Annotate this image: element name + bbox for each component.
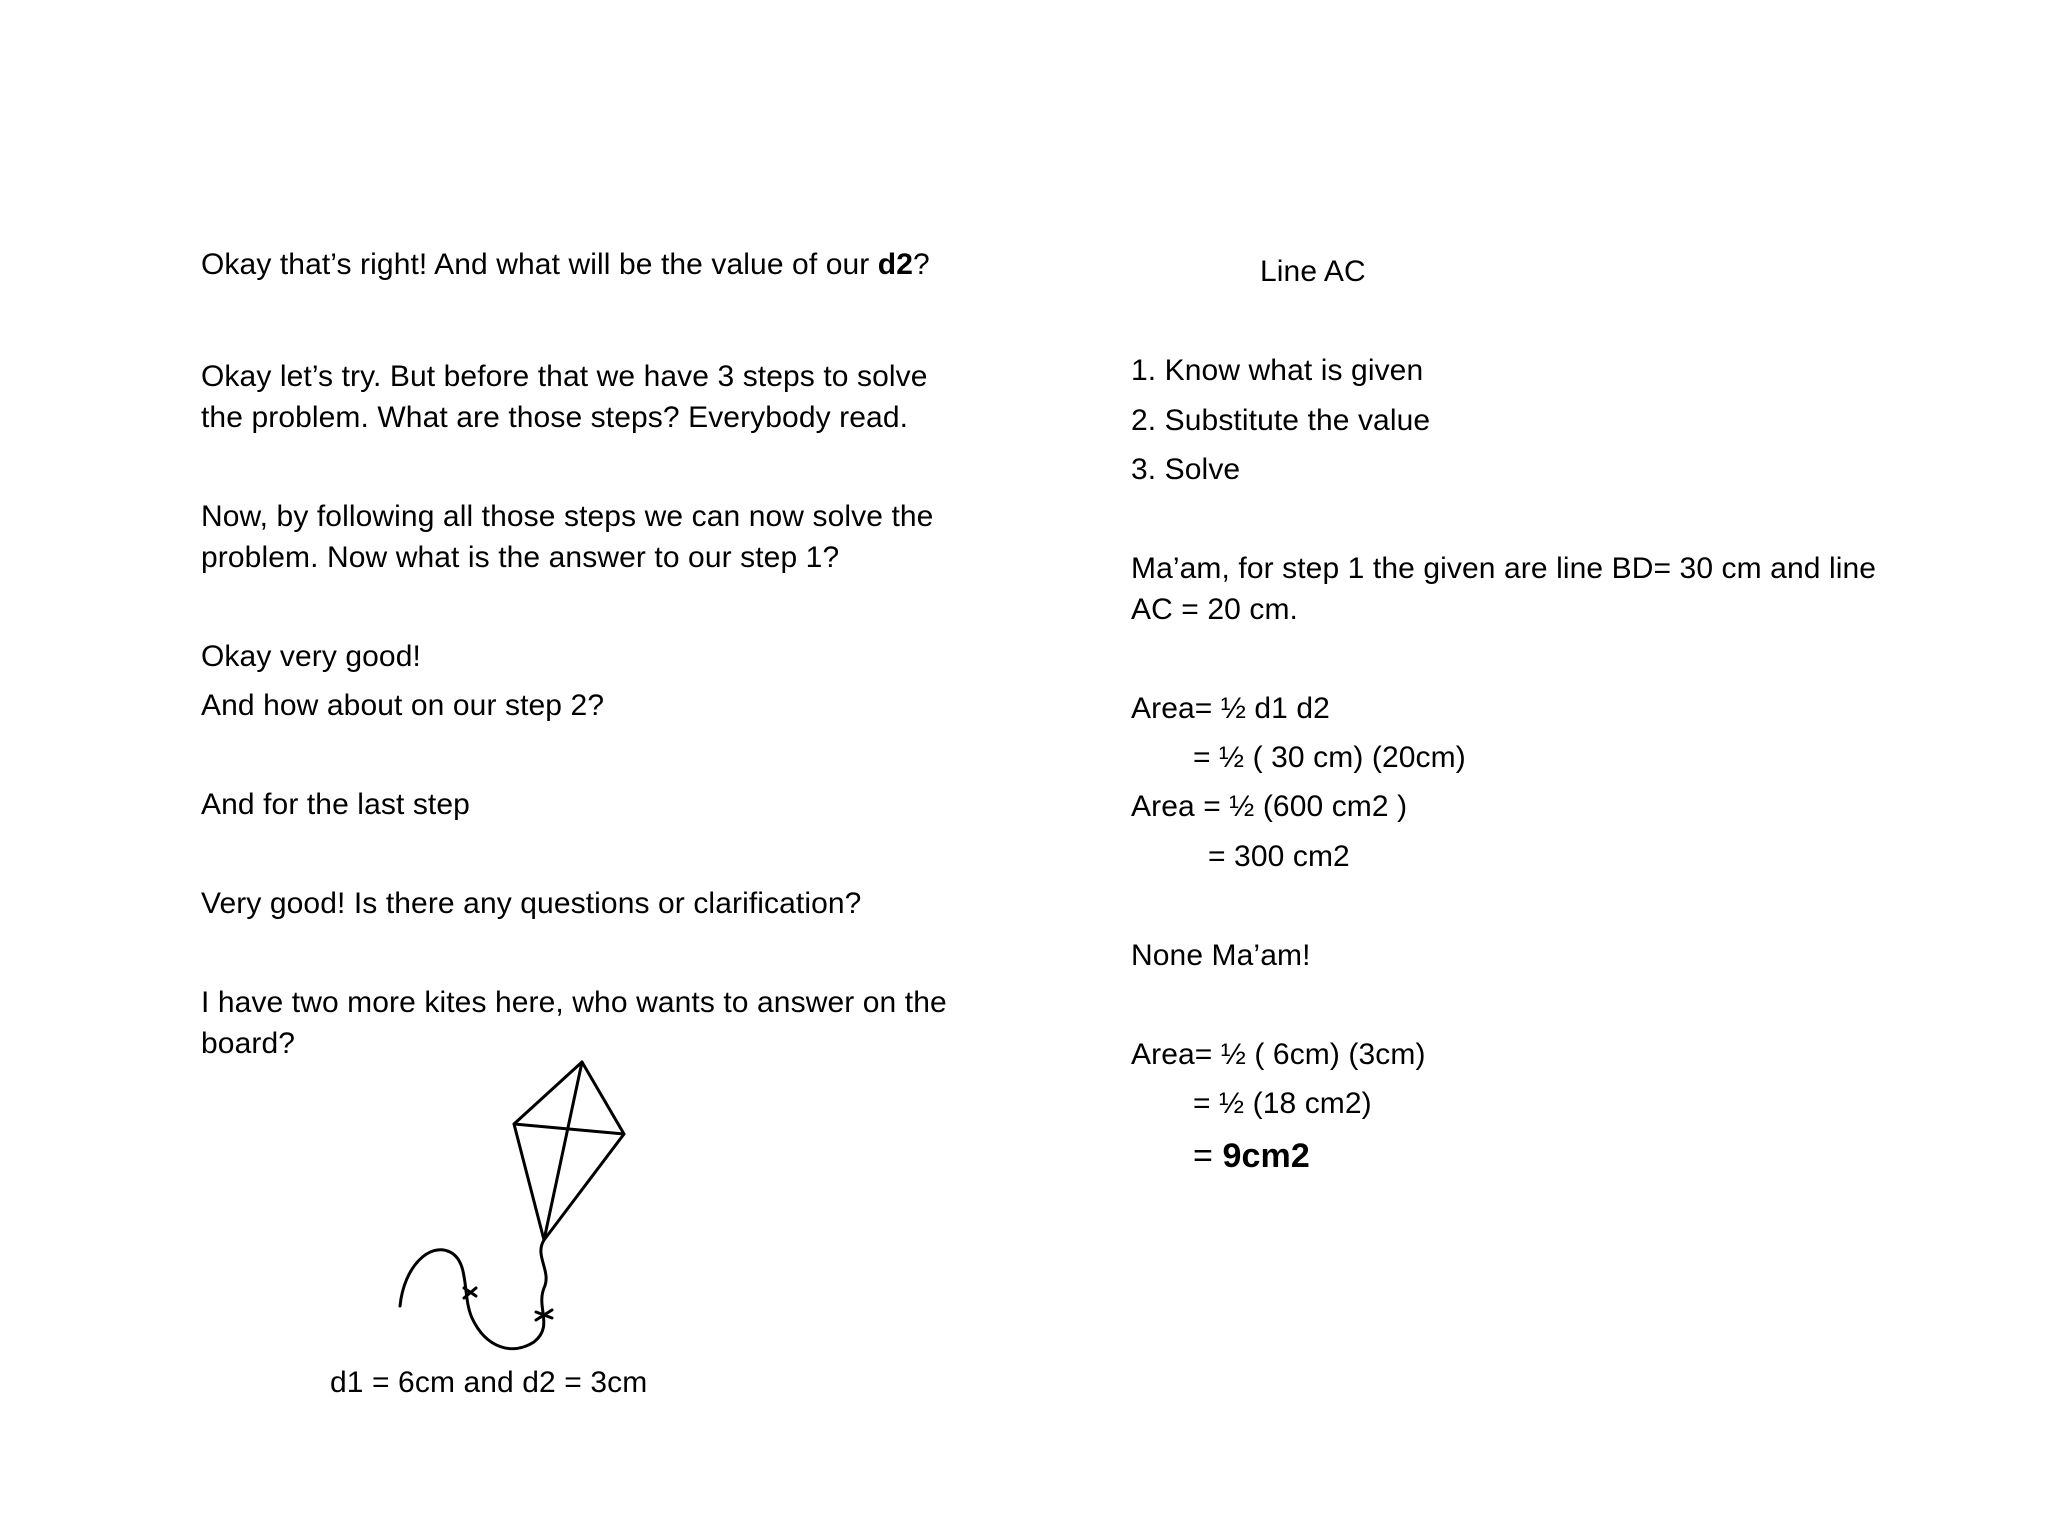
- kite-area-result: [1193, 1136, 1310, 1177]
- area-substitution: = ½ ( 30 cm) (20cm): [1193, 741, 1466, 774]
- given-answer-line-1: Ma’am, for step 1 the given are line BD= 30 cm and line: [1131, 552, 1877, 585]
- kite-area-formula: Area= ½ ( 6cm) (3cm): [1131, 1038, 1426, 1071]
- line-ac-label: Line AC: [1260, 255, 1366, 288]
- more-kites-line-2: board?: [201, 1027, 296, 1060]
- praise-line: Okay very good!: [201, 640, 421, 673]
- step-list-3: 3. Solve: [1131, 453, 1241, 486]
- question-text: Okay that’s right! And what will be the value of our: [201, 248, 878, 281]
- kite-area-value: 9cm2: [1222, 1137, 1310, 1175]
- step-list-1: 1. Know what is given: [1131, 354, 1424, 387]
- questions-prompt: Very good! Is there any questions or clarification?: [201, 887, 862, 920]
- last-step-prompt: And for the last step: [201, 788, 470, 821]
- more-kites-line-1: I have two more kites here, who wants to answer on the: [201, 986, 947, 1019]
- steps-intro-line-2: the problem. What are those steps? Everybody read.: [201, 401, 909, 434]
- area-result: = 300 cm2: [1208, 840, 1350, 873]
- no-questions-answer: None Ma’am!: [1131, 939, 1311, 972]
- kite-area-product: = ½ (18 cm2): [1193, 1087, 1372, 1120]
- kite-caption: d1 = 6cm and d2 = 3cm: [330, 1366, 648, 1399]
- steps-intro-line-1: Okay let’s try. But before that we have 3 steps to solve: [201, 360, 928, 393]
- given-answer-line-2: AC = 20 cm.: [1131, 593, 1298, 626]
- step2-prompt: And how about on our step 2?: [201, 689, 605, 722]
- d2-bold: d2: [877, 248, 914, 281]
- question-mark: ?: [913, 248, 930, 281]
- area-formula: Area= ½ d1 d2: [1131, 692, 1330, 725]
- step1-prompt-line-2: problem. Now what is the answer to our step 1?: [201, 541, 840, 574]
- area-product: Area = ½ (600 cm2 ): [1131, 790, 1408, 823]
- kite-icon: [384, 1056, 644, 1358]
- step1-prompt-line-1: Now, by following all those steps we can now solve the: [201, 500, 934, 533]
- teacher-question-d2: [201, 244, 930, 285]
- step-list-2: 2. Substitute the value: [1131, 404, 1431, 437]
- kite-area-equals: =: [1193, 1137, 1223, 1175]
